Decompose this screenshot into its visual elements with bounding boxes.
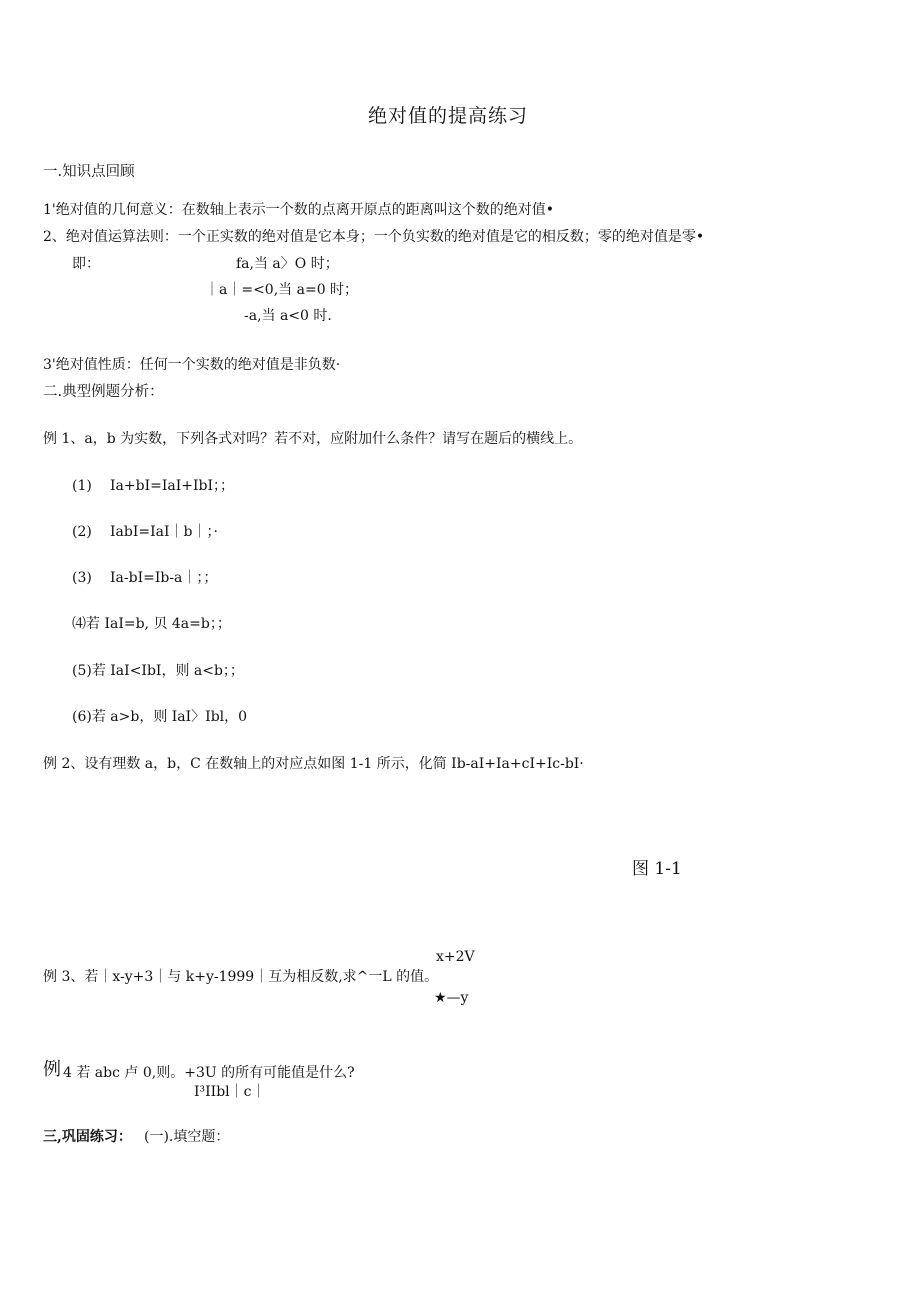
example-4-label: 例 — [43, 1059, 61, 1080]
example-1-item-4: ⑷若 IaI=b, 贝 4a=b；； — [72, 616, 231, 632]
example-1-item-5: (5)若 IaI<IbI，则 a<b；； — [72, 663, 244, 679]
example-1-item-3: Ia-bI=Ib-a｜；； — [110, 570, 218, 586]
review-item-2: 2、绝对值运算法则：一个正实数的绝对值是它本身；一个负实数的绝对值是它的相反数；零的绝对值是零• — [43, 229, 705, 245]
review-item-2-ji: 即： — [72, 256, 100, 272]
example-1-item-6: (6)若 a>b，则 IaI〉Ibl，0 — [72, 709, 248, 725]
example-3-question: 例 3、若｜x-y+3｜与 k+y-1999｜互为相反数,求^一L 的值。 — [43, 969, 439, 985]
example-1-item-2: IabI=IaI｜b｜；· — [110, 524, 218, 540]
example-4-question: 4 若 abc 卢 0,则。+3U 的所有可能值是什么? — [63, 1065, 355, 1081]
practice-subheading: (一).填空题： — [144, 1129, 230, 1145]
example-4-denominator: I³IIbl｜c｜ — [194, 1084, 266, 1100]
page-title: 绝对值的提高练习 — [368, 105, 529, 127]
example-1-item-3-number: (3) — [72, 570, 92, 586]
figure-label: 图 1-1 — [632, 859, 682, 879]
example-1-question: 例 1、a，b 为实数，下列各式对吗？若不对，应附加什么条件？请写在题后的横线上。 — [43, 431, 583, 447]
review-item-1: 1'绝对值的几何意义：在数轴上表示一个数的点离开原点的距离叫这个数的绝对值• — [43, 202, 555, 218]
section-heading-practice: 三,巩固练习： — [43, 1129, 132, 1145]
section-heading-examples: 二.典型例题分析： — [43, 384, 164, 400]
review-item-3: 3'绝对值性质：任何一个实数的绝对值是非负数· — [43, 357, 341, 373]
example-1-item-2-number: (2) — [72, 524, 92, 540]
example-3-fraction-numerator: x+2V — [436, 949, 475, 965]
example-1-item-1: Ia+bI=IaI+IbI；； — [110, 478, 234, 494]
example-2-question: 例 2、设有理数 a，b，C 在数轴上的对应点如图 1-1 所示，化简 Ib-aI+Ia+cI+Ic-bI· — [43, 756, 584, 772]
abs-case-negative: -a,当 a<0 时. — [244, 308, 332, 324]
example-3-fraction-denominator: ★—y — [434, 990, 469, 1006]
abs-case-positive: fa,当 a〉O 时； — [236, 256, 339, 272]
section-heading-review: 一.知识点回顾 — [43, 164, 135, 180]
example-1-item-1-number: (1) — [72, 478, 92, 494]
abs-case-zero: ｜a｜=<0,当 a=0 时； — [205, 282, 359, 298]
